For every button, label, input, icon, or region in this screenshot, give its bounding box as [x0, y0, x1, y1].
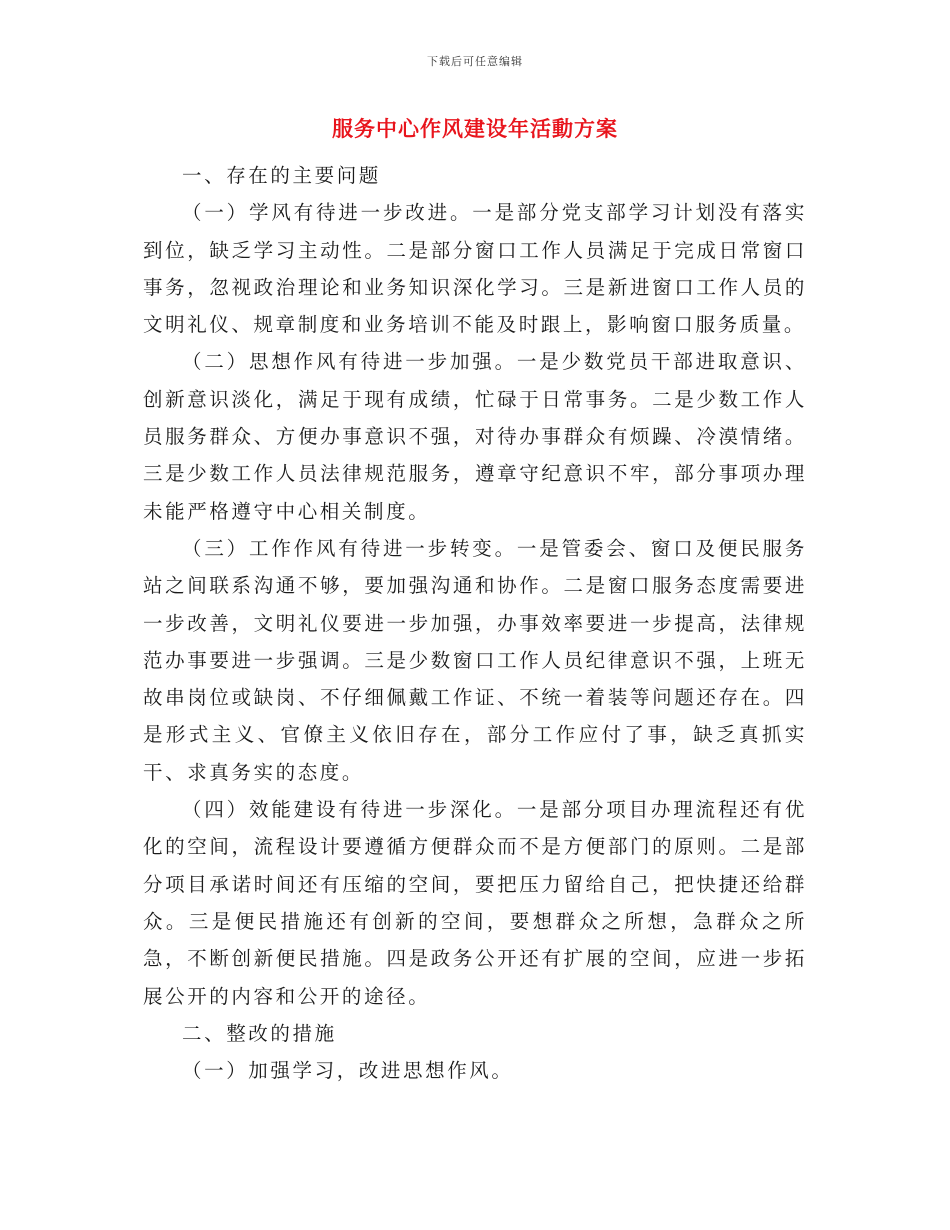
document-title: 服务中心作风建设年活動方案 [332, 116, 618, 141]
paragraph-study-style: （一）学风有待进一步改进。一是部分党支部学习计划没有落实到位，缺乏学习主动性。二是部分窗口工作人员满足于完成日常窗口事务，忽视政治理论和业务知识深化学习。三是新进窗口工作人员的文明礼仪、规章制度和业务培训不能及时跟上，影响窗口服务质量。 [143, 201, 807, 337]
section-heading-problems: 一、存在的主要问题 [182, 164, 381, 187]
section-heading-measures: 二、整改的措施 [182, 1021, 337, 1045]
paragraph-measure-1: （一）加强学习，改进思想作风。 [182, 1059, 514, 1083]
paragraph-efficiency: （四）效能建设有待进一步深化。一是部分项目办理流程还有优化的空间，流程设计要遵循方便群众而不是方便部门的原则。二是部分项目承诺时间还有压缩的空间，要把压力留给自己，把快捷还给群众。三是便民措施还有创新的空间，要想群众之所想，急群众之所急，不断创新便民措施。四是政务公开还有扩展的空间，应进一步拓展公开的内容和公开的途径。 [143, 798, 807, 1008]
paragraph-thinking-style: （二）思想作风有待进一步加强。一是少数党员干部进取意识、创新意识淡化，满足于现有成绩，忙碌于日常事务。二是少数工作人员服务群众、方便办事意识不强，对待办事群众有烦躁、冷漠情绪。三是少数工作人员法律规范服务，遵章守纪意识不牢，部分事项办理未能严格遵守中心相关制度。 [143, 350, 807, 523]
document-body [143, 157, 807, 1089]
page-header-note: 下载后可任意编辑 [427, 55, 523, 68]
paragraph-work-style: （三）工作作风有待进一步转变。一是管委会、窗口及便民服务站之间联系沟通不够，要加强沟通和协作。二是窗口服务态度需要进一步改善，文明礼仪要进一步加强，办事效率要进一步提高，法律规范办事要进一步强调。三是少数窗口工作人员纪律意识不强，上班无故串岗位或缺岗、不仔细佩戴工作证、不统一着装等问题还存在。四是形式主义、官僚主义依旧存在，部分工作应付了事，缺乏真抓实干、求真务实的态度。 [143, 536, 807, 784]
